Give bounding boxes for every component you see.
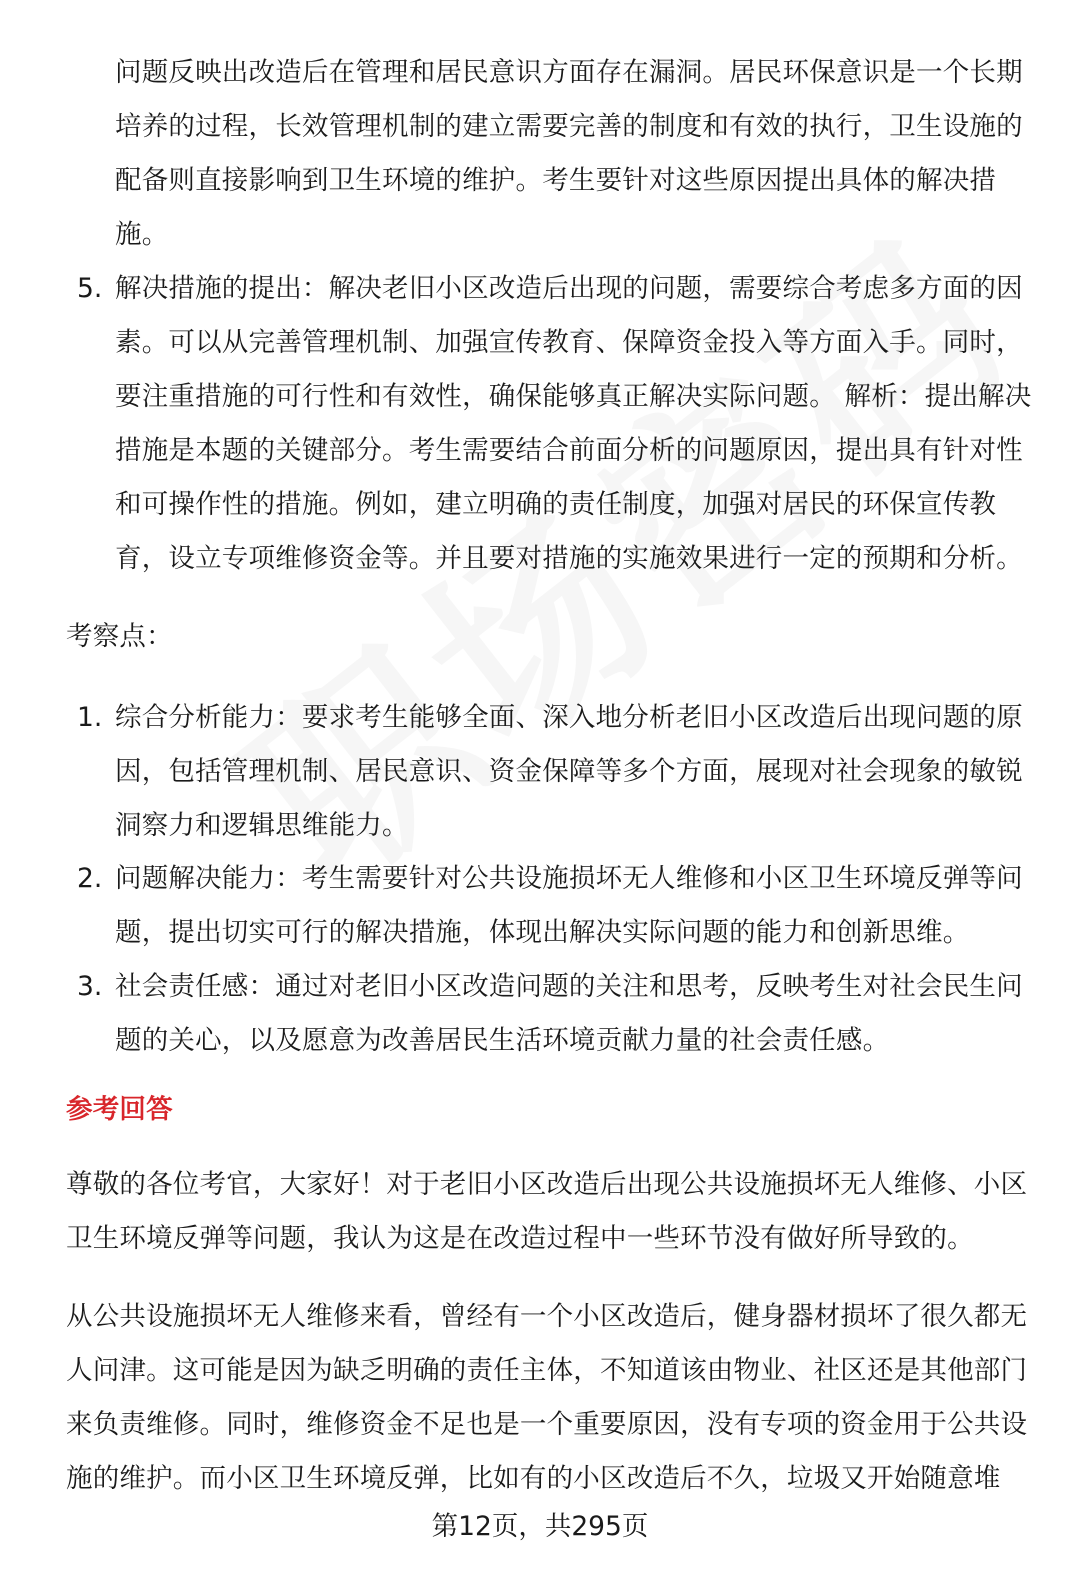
text-line: 因，包括管理机制、居民意识、资金保障等多个方面，展现对社会现象的敏锐 xyxy=(115,756,1023,787)
list-number: 2. xyxy=(77,863,103,894)
text-line: 和可操作性的措施。例如，建立明确的责任制度，加强对居民的环保宣传教 xyxy=(115,489,997,520)
text-line: 施的维护。而小区卫生环境反弹，比如有的小区改造后不久，垃圾又开始随意堆 xyxy=(66,1463,1001,1494)
text-line: 培养的过程，长效管理机制的建立需要完善的制度和有效的执行，卫生设施的 xyxy=(115,111,1023,142)
text-line: 施。 xyxy=(115,219,169,250)
text-line: 从公共设施损坏无人维修来看，曾经有一个小区改造后，健身器材损坏了很久都无 xyxy=(66,1301,1028,1332)
answer-heading: 参考回答 xyxy=(66,1094,173,1125)
text-line: 社会责任感：通过对老旧小区改造问题的关注和思考，反映考生对社会民生问 xyxy=(115,971,1023,1002)
list-number: 5. xyxy=(77,273,103,304)
text-line: 题的关心，以及愿意为改善居民生活环境贡献力量的社会责任感。 xyxy=(115,1025,890,1056)
text-line: 尊敬的各位考官，大家好！对于老旧小区改造后出现公共设施损坏无人维修、小区 xyxy=(66,1169,1028,1200)
text-line: 卫生环境反弹等问题，我认为这是在改造过程中一些环节没有做好所导致的。 xyxy=(66,1223,974,1254)
text-line: 要注重措施的可行性和有效性，确保能够真正解决实际问题。 解析：提出解决 xyxy=(115,381,1032,412)
text-line: 育，设立专项维修资金等。并且要对措施的实施效果进行一定的预期和分析。 xyxy=(115,543,1023,574)
text-line: 来负责维修。同时，维修资金不足也是一个重要原因，没有专项的资金用于公共设 xyxy=(66,1409,1028,1440)
list-number: 1. xyxy=(77,702,103,733)
text-line: 问题解决能力：考生需要针对公共设施损坏无人维修和小区卫生环境反弹等问 xyxy=(115,863,1023,894)
text-line: 题，提出切实可行的解决措施，体现出解决实际问题的能力和创新思维。 xyxy=(115,917,970,948)
text-line: 人问津。这可能是因为缺乏明确的责任主体，不知道该由物业、社区还是其他部门 xyxy=(66,1355,1028,1386)
list-number: 3. xyxy=(77,971,103,1002)
text-line: 问题反映出改造后在管理和居民意识方面存在漏洞。居民环保意识是一个长期 xyxy=(115,57,1023,88)
text-line: 洞察力和逻辑思维能力。 xyxy=(115,810,409,841)
text-line: 配备则直接影响到卫生环境的维护。考生要针对这些原因提出具体的解决措 xyxy=(115,165,997,196)
page-number: 第12页，共295页 xyxy=(431,1511,649,1542)
section-title: 考察点： xyxy=(66,621,173,652)
text-line: 解决措施的提出：解决老旧小区改造后出现的问题，需要综合考虑多方面的因 xyxy=(115,273,1023,304)
text-line: 措施是本题的关键部分。考生需要结合前面分析的问题原因，提出具有针对性 xyxy=(115,435,1023,466)
text-line: 综合分析能力：要求考生能够全面、深入地分析老旧小区改造后出现问题的原 xyxy=(115,702,1023,733)
text-line: 素。可以从完善管理机制、加强宣传教育、保障资金投入等方面入手。同时， xyxy=(115,327,1023,358)
